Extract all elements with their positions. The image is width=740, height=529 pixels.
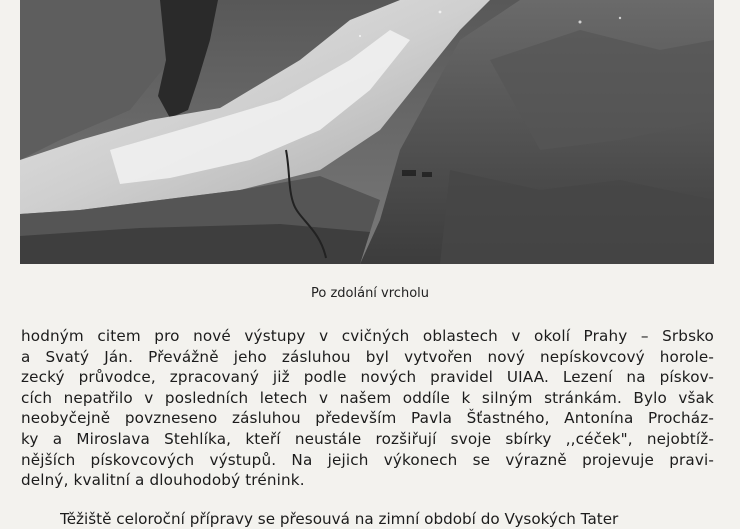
body-paragraph <box>21 326 714 491</box>
text-line: hodným citem pro nové výstupy v cvičných oblastech v okolí Prahy – Srbsko <box>21 327 714 345</box>
text-line: neobyčejně povzneseno zásluhou především Pavla Šťastného, Antonína Procház- <box>21 409 714 428</box>
summit-photo <box>20 0 714 264</box>
next-paragraph-partial-line: Těžiště celoroční přípravy se přesouvá na zimní období do Vysokých Tater <box>60 510 619 528</box>
text-line: delný, kvalitní a dlouhodobý trénink. <box>21 471 305 490</box>
text-line: cích nepatřilo v posledních letech v našem oddíle k silným stránkám. Bylo však <box>21 388 714 407</box>
text-line: nějších pískovcových výstupů. Na jejich výkonech se výrazně projevuje pravi- <box>21 450 714 469</box>
photo-caption: Po zdolání vrcholu <box>311 286 429 301</box>
text-line: ky a Miroslava Stehlíka, kteří neustále rozšiřují svoje sbírky ,,céček", nejobtíž- <box>21 429 714 448</box>
text-line: zecký průvodce, zpracovaný již podle nových pravidel UIAA. Lezení na pískov- <box>21 368 714 387</box>
text-line: a Svatý Ján. Převážně jeho zásluhou byl vytvořen nový nepískovcový horole- <box>21 347 714 366</box>
